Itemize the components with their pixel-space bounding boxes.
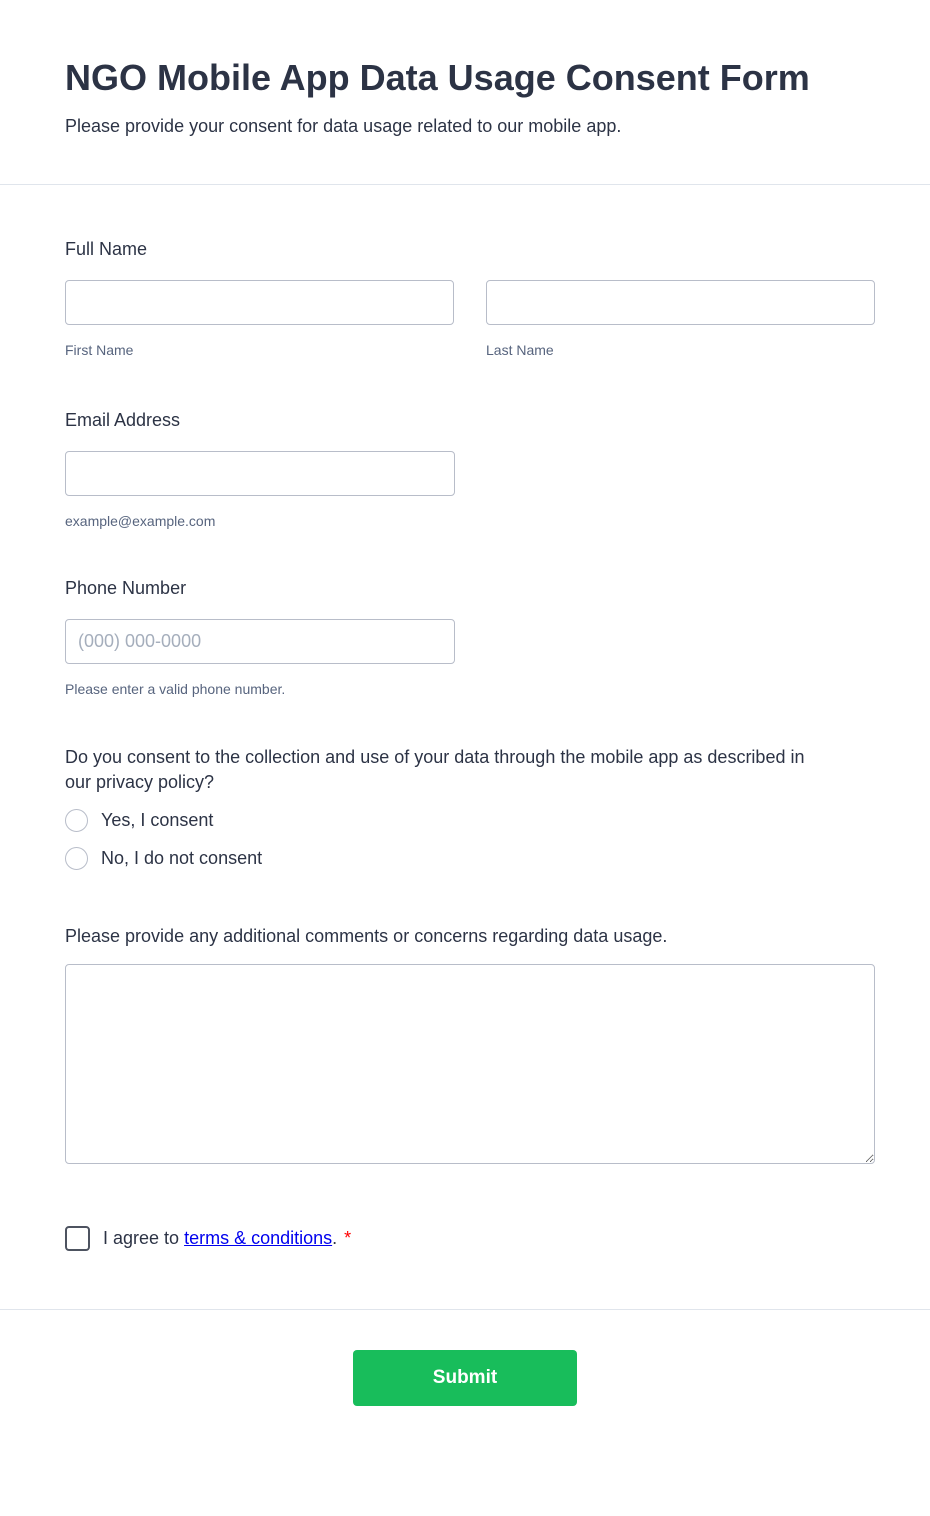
terms-conditions-link[interactable]: terms & conditions xyxy=(184,1228,333,1248)
terms-text-after: . xyxy=(332,1228,338,1248)
consent-option-no[interactable] xyxy=(65,847,875,870)
email-sublabel: example@example.com xyxy=(65,513,216,529)
first-name-column xyxy=(65,260,454,359)
first-name-sublabel: First Name xyxy=(65,342,134,358)
phone-input[interactable] xyxy=(65,619,455,664)
last-name-column xyxy=(486,260,875,359)
comments-field xyxy=(65,926,875,1164)
header-divider xyxy=(0,184,930,185)
email-field xyxy=(65,410,875,530)
form-subtitle: Please provide your consent for data usage related to our mobile app. xyxy=(65,116,622,136)
first-name-input[interactable] xyxy=(65,280,454,325)
form-header xyxy=(0,0,930,137)
consent-yes-label: Yes, I consent xyxy=(101,810,214,830)
last-name-sublabel: Last Name xyxy=(486,342,554,358)
name-inputs-row xyxy=(65,260,875,359)
submit-row xyxy=(0,1310,930,1457)
comments-textarea[interactable] xyxy=(65,964,875,1164)
phone-field xyxy=(65,578,875,698)
submit-button[interactable]: Submit xyxy=(353,1350,577,1406)
terms-text-before: I agree to xyxy=(103,1228,185,1248)
phone-label: Phone Number xyxy=(65,578,187,598)
last-name-input[interactable] xyxy=(486,280,875,325)
full-name-field xyxy=(65,239,875,359)
email-label: Email Address xyxy=(65,410,181,430)
terms-text xyxy=(103,1226,351,1251)
consent-yes-radio[interactable] xyxy=(65,809,88,832)
email-input[interactable] xyxy=(65,451,455,496)
phone-hint: Please enter a valid phone number. xyxy=(65,681,286,697)
terms-agreement-field[interactable] xyxy=(65,1226,875,1251)
consent-question-field xyxy=(65,745,875,870)
consent-option-yes[interactable] xyxy=(65,809,875,832)
consent-no-radio[interactable] xyxy=(65,847,88,870)
comments-label: Please provide any additional comments or concerns regarding data usage. xyxy=(65,926,668,946)
consent-no-label: No, I do not consent xyxy=(101,848,263,868)
consent-question-label: Do you consent to the collection and use of your data through the mobile app as described in our privacy policy? xyxy=(65,747,805,792)
page-title: NGO Mobile App Data Usage Consent Form xyxy=(65,57,810,98)
full-name-label: Full Name xyxy=(65,239,148,259)
consent-options-list xyxy=(65,809,875,870)
terms-checkbox[interactable] xyxy=(65,1226,90,1251)
form-body xyxy=(0,239,930,1251)
required-asterisk: * xyxy=(344,1228,352,1248)
